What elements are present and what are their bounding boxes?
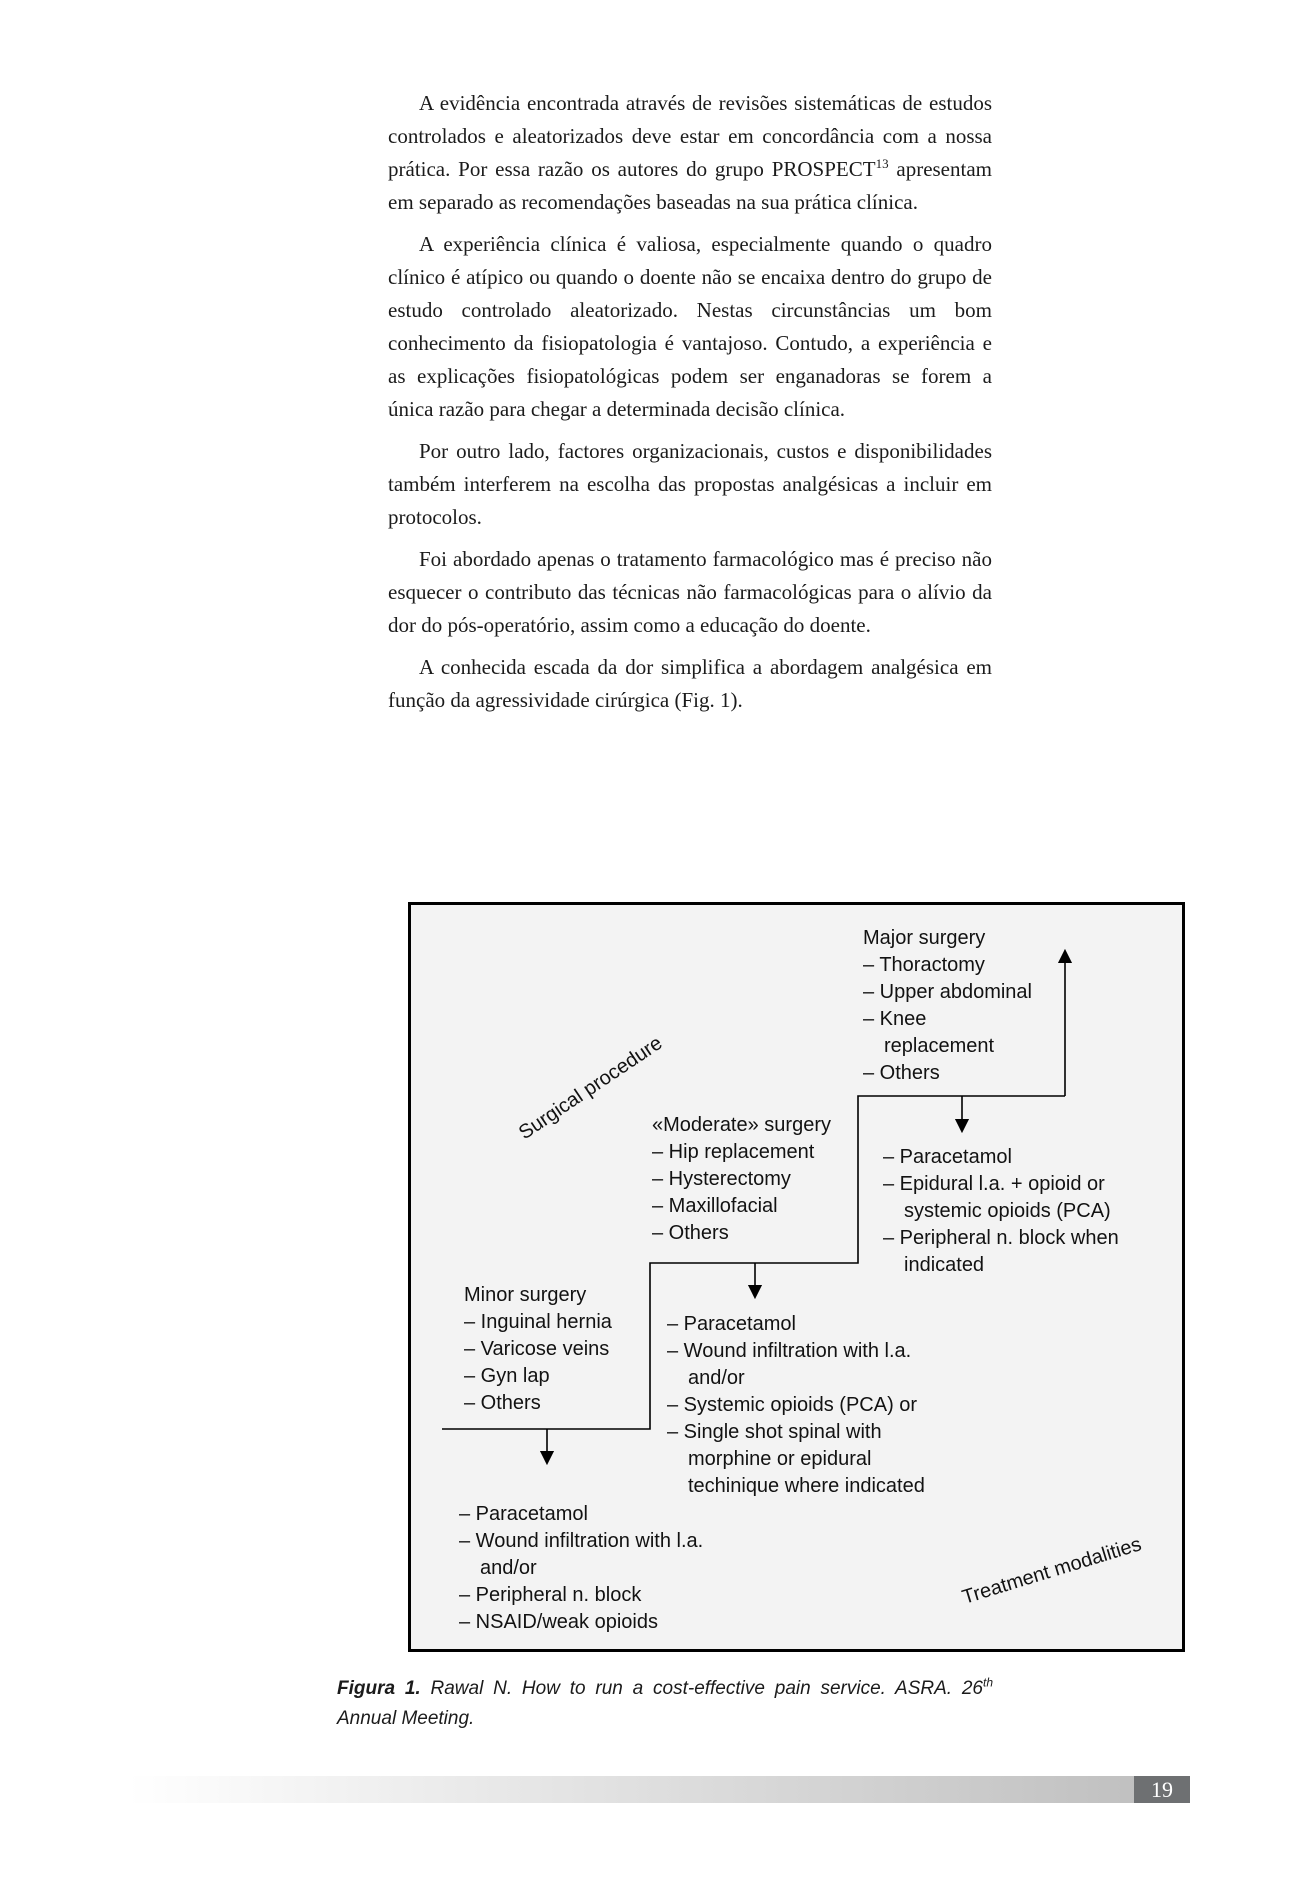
figure-list-line: – Inguinal hernia — [464, 1311, 612, 1333]
figure-list-line: – Gyn lap — [464, 1365, 550, 1387]
figure-caption-text: Rawal N. How to run a cost-effective pain service. ASRA. 26 — [420, 1678, 983, 1699]
figure-list-line: indicated — [904, 1254, 985, 1276]
paragraph-2: A experiência clínica é valiosa, especialmente quando o quadro clínico é atípico ou quando o doente não se encaixa dentro do grupo de estudo controlado aleatorizado. Nestas circunstâncias um bom conhecimento da fisiopatologia é vantajoso. Contudo, a experiência e as explicações fisiopatológicas podem ser enganadoras se forem a única razão para chegar a determinada decisão clínica. — [388, 232, 992, 421]
figure-list-line: – Hip replacement — [652, 1141, 815, 1163]
figure-list-line: – Peripheral n. block when — [883, 1227, 1119, 1249]
figure-caption — [337, 1674, 993, 1734]
footnote-reference-13: 13 — [875, 156, 889, 171]
figure-list-line: and/or — [480, 1557, 537, 1579]
page-number-badge — [1134, 1776, 1190, 1803]
minor-surgery-list — [464, 1282, 612, 1417]
moderate-surgery-list — [652, 1112, 831, 1247]
figure-caption-label: Figura 1. — [337, 1678, 421, 1699]
figure-list-line: – Others — [652, 1222, 729, 1244]
figure-list-line: – Paracetamol — [459, 1503, 588, 1525]
figure-list-line: Minor surgery — [464, 1284, 587, 1306]
figure-caption-text-end: Annual Meeting. — [337, 1708, 475, 1729]
figure-list-line: – Paracetamol — [667, 1313, 796, 1335]
figure-list-line: – Thoractomy — [863, 954, 985, 976]
paragraph-1-text-cont: apresentam em separado as recomendações baseadas na sua prática clínica. — [388, 157, 992, 214]
minor-treatment-list — [459, 1501, 703, 1636]
figure-list-line: – Others — [863, 1062, 940, 1084]
caption-ordinal-suffix: th — [983, 1675, 994, 1690]
major-surgery-list — [863, 925, 1032, 1087]
figure-list-line: «Moderate» surgery — [652, 1114, 831, 1136]
paragraph-5: A conhecida escada da dor simplifica a abordagem analgésica em função da agressividade cirúrgica (Fig. 1). — [388, 655, 992, 712]
figure-list-line: – Wound infiltration with l.a. — [667, 1340, 912, 1362]
figure-list-line: – NSAID/weak opioids — [459, 1611, 658, 1633]
figure-list-line: replacement — [884, 1035, 995, 1057]
page-number: 19 — [1151, 1776, 1173, 1802]
figure-list-line: techinique where indicated — [688, 1475, 925, 1497]
footer-gradient-bar — [128, 1776, 1190, 1803]
figure-list-line: systemic opioids (PCA) — [904, 1200, 1111, 1222]
figure-list-line: – Hysterectomy — [652, 1168, 791, 1190]
figure-list-line: – Paracetamol — [883, 1146, 1012, 1168]
figure-list-line: – Knee — [863, 1008, 927, 1030]
surgical-procedure-axis-label: Surgical procedure — [514, 1032, 667, 1145]
figure-list-line: – Wound infiltration with l.a. — [459, 1530, 704, 1552]
figure-list-line: – Epidural l.a. + opioid or — [883, 1173, 1105, 1195]
figure-list-line: Major surgery — [863, 927, 986, 949]
figure-list-line: – Varicose veins — [464, 1338, 610, 1360]
figure-list-line: – Single shot spinal with — [667, 1421, 882, 1443]
moderate-treatment-list — [667, 1311, 925, 1500]
body-text — [388, 87, 992, 726]
figure-list-line: and/or — [688, 1367, 745, 1389]
paragraph-1-text: A evidência encontrada através de revisões sistemáticas de estudos controlados e aleatorizados deve estar em concordância com a nossa prática. Por essa razão os autores do grupo PROSPECT — [388, 91, 992, 181]
figure-1-pain-ladder-diagram — [408, 902, 1185, 1652]
figure-list-line: – Peripheral n. block — [459, 1584, 642, 1606]
paragraph-3: Por outro lado, factores organizacionais, custos e disponibilidades também interferem na escolha das propostas analgésicas a incluir em protocolos. — [388, 439, 992, 529]
major-treatment-list — [883, 1144, 1119, 1279]
treatment-modalities-axis-label: Treatment modalities — [959, 1533, 1145, 1609]
figure-list-line: – Upper abdominal — [863, 981, 1032, 1003]
figure-list-line: – Maxillofacial — [652, 1195, 778, 1217]
paragraph-4: Foi abordado apenas o tratamento farmacológico mas é preciso não esquecer o contributo das técnicas não farmacológicas para o alívio da dor do pós-operatório, assim como a educação do doente. — [388, 547, 992, 637]
figure-list-line: morphine or epidural — [688, 1448, 872, 1470]
figure-list-line: – Systemic opioids (PCA) or — [667, 1394, 918, 1416]
paragraph-1 — [388, 87, 992, 219]
figure-list-line: – Others — [464, 1392, 541, 1414]
